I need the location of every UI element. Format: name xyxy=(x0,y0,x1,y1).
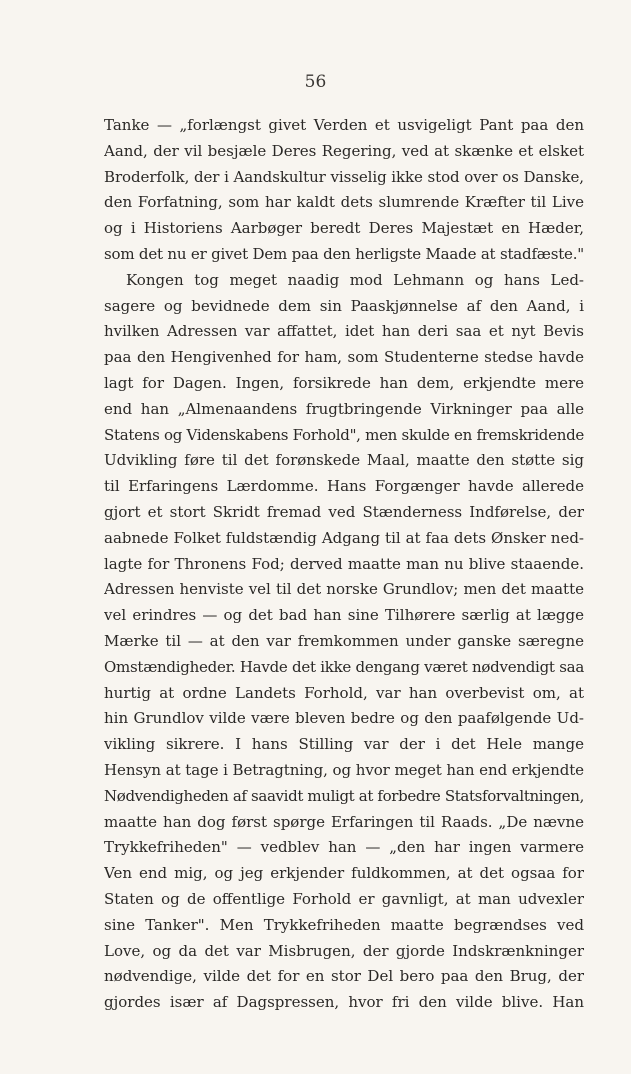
text-line: maatte han dog først spørge Erfaringen til Raads. „De nævne xyxy=(104,812,584,831)
text-line: aabnede Folket fuldstændig Adgang til at faa dets Ønsker ned- xyxy=(104,528,584,547)
text-line: vel erindres — og det bad han sine Tilhørere særlig at lægge xyxy=(104,606,584,625)
text-line: lagt for Dagen. Ingen, forsikrede han dem, erkjendte mere xyxy=(104,373,584,392)
text-line: og i Historiens Aarbøger beredt Deres Majestæt en Hæder, xyxy=(104,219,584,238)
text-line: vikling sikrere. I hans Stilling var der i det Hele mange xyxy=(104,735,584,754)
text-line: Omstændigheder. Havde det ikke dengang været nødvendigt saa xyxy=(104,657,584,676)
text-line: nødvendige, vilde det for en stor Del bero paa den Brug, der xyxy=(104,967,584,986)
body-text xyxy=(104,113,584,1016)
text-line: Hensyn at tage i Betragtning, og hvor meget han end erkjendte xyxy=(104,760,584,779)
text-line: Adressen henviste vel til det norske Grundlov; men det maatte xyxy=(104,580,584,599)
text-line: Trykkefriheden" — vedblev han — „den har ingen varmere xyxy=(104,838,584,857)
text-line: Nødvendigheden af saavidt muligt at forbedre Statsforvaltningen, xyxy=(104,786,584,805)
text-line: Aand, der vil besjæle Deres Regering, ved at skænke et elsket xyxy=(104,141,584,160)
text-line: hurtig at ordne Landets Forhold, var han overbevist om, at xyxy=(104,683,584,702)
page-number: 56 xyxy=(304,72,327,92)
text-line: som det nu er givet Dem paa den herligste Maade at stadfæste." xyxy=(104,244,584,263)
text-line: Staten og de offentlige Forhold er gavnligt, at man udvexler xyxy=(104,889,584,908)
text-line: Tanke — „forlængst givet Verden et usvigeligt Pant paa den xyxy=(104,116,584,134)
text-line: end han „Almenaandens frugtbringende Virkninger paa alle xyxy=(104,399,584,418)
text-line: Kongen tog meget naadig mod Lehmann og hans Led- xyxy=(126,270,584,289)
text-line: Love, og da det var Misbrugen, der gjorde Indskrænkninger xyxy=(104,941,584,960)
text-line: hin Grundlov vilde være bleven bedre og den paafølgende Ud- xyxy=(104,709,584,728)
text-line: Ven end mig, og jeg erkjender fuldkommen, at det ogsaa for xyxy=(104,864,584,883)
text-line: sagere og bevidnede dem sin Paaskjønnelse af den Aand, i xyxy=(104,296,584,315)
text-line: Mærke til — at den var fremkommen under ganske særegne xyxy=(104,631,584,650)
text-line: hvilken Adressen var affattet, idet han deri saa et nyt Bevis xyxy=(104,322,584,341)
text-line: Udvikling føre til det forønskede Maal, maatte den støtte sig xyxy=(104,451,584,470)
text-line: Broderfolk, der i Aandskultur visselig ikke stod over os Danske, xyxy=(104,167,584,186)
text-line: sine Tanker". Men Trykkefriheden maatte begrændses ved xyxy=(104,915,584,934)
text-line: lagte for Thronens Fod; derved maatte man nu blive staaende. xyxy=(104,554,584,573)
text-line: paa den Hengivenhed for ham, som Studenterne stedse havde xyxy=(104,348,584,367)
text-line: gjordes især af Dagspressen, hvor fri den vilde blive. Han xyxy=(104,993,584,1012)
text-line: den Forfatning, som har kaldt dets slumrende Kræfter til Live xyxy=(104,193,584,212)
text-line: til Erfaringens Lærdomme. Hans Forgænger havde allerede xyxy=(104,477,584,496)
text-line: Statens og Videnskabens Forhold", men skulde en fremskridende xyxy=(104,425,584,444)
text-line: gjort et stort Skridt fremad ved Stænderness Indførelse, der xyxy=(104,502,584,521)
